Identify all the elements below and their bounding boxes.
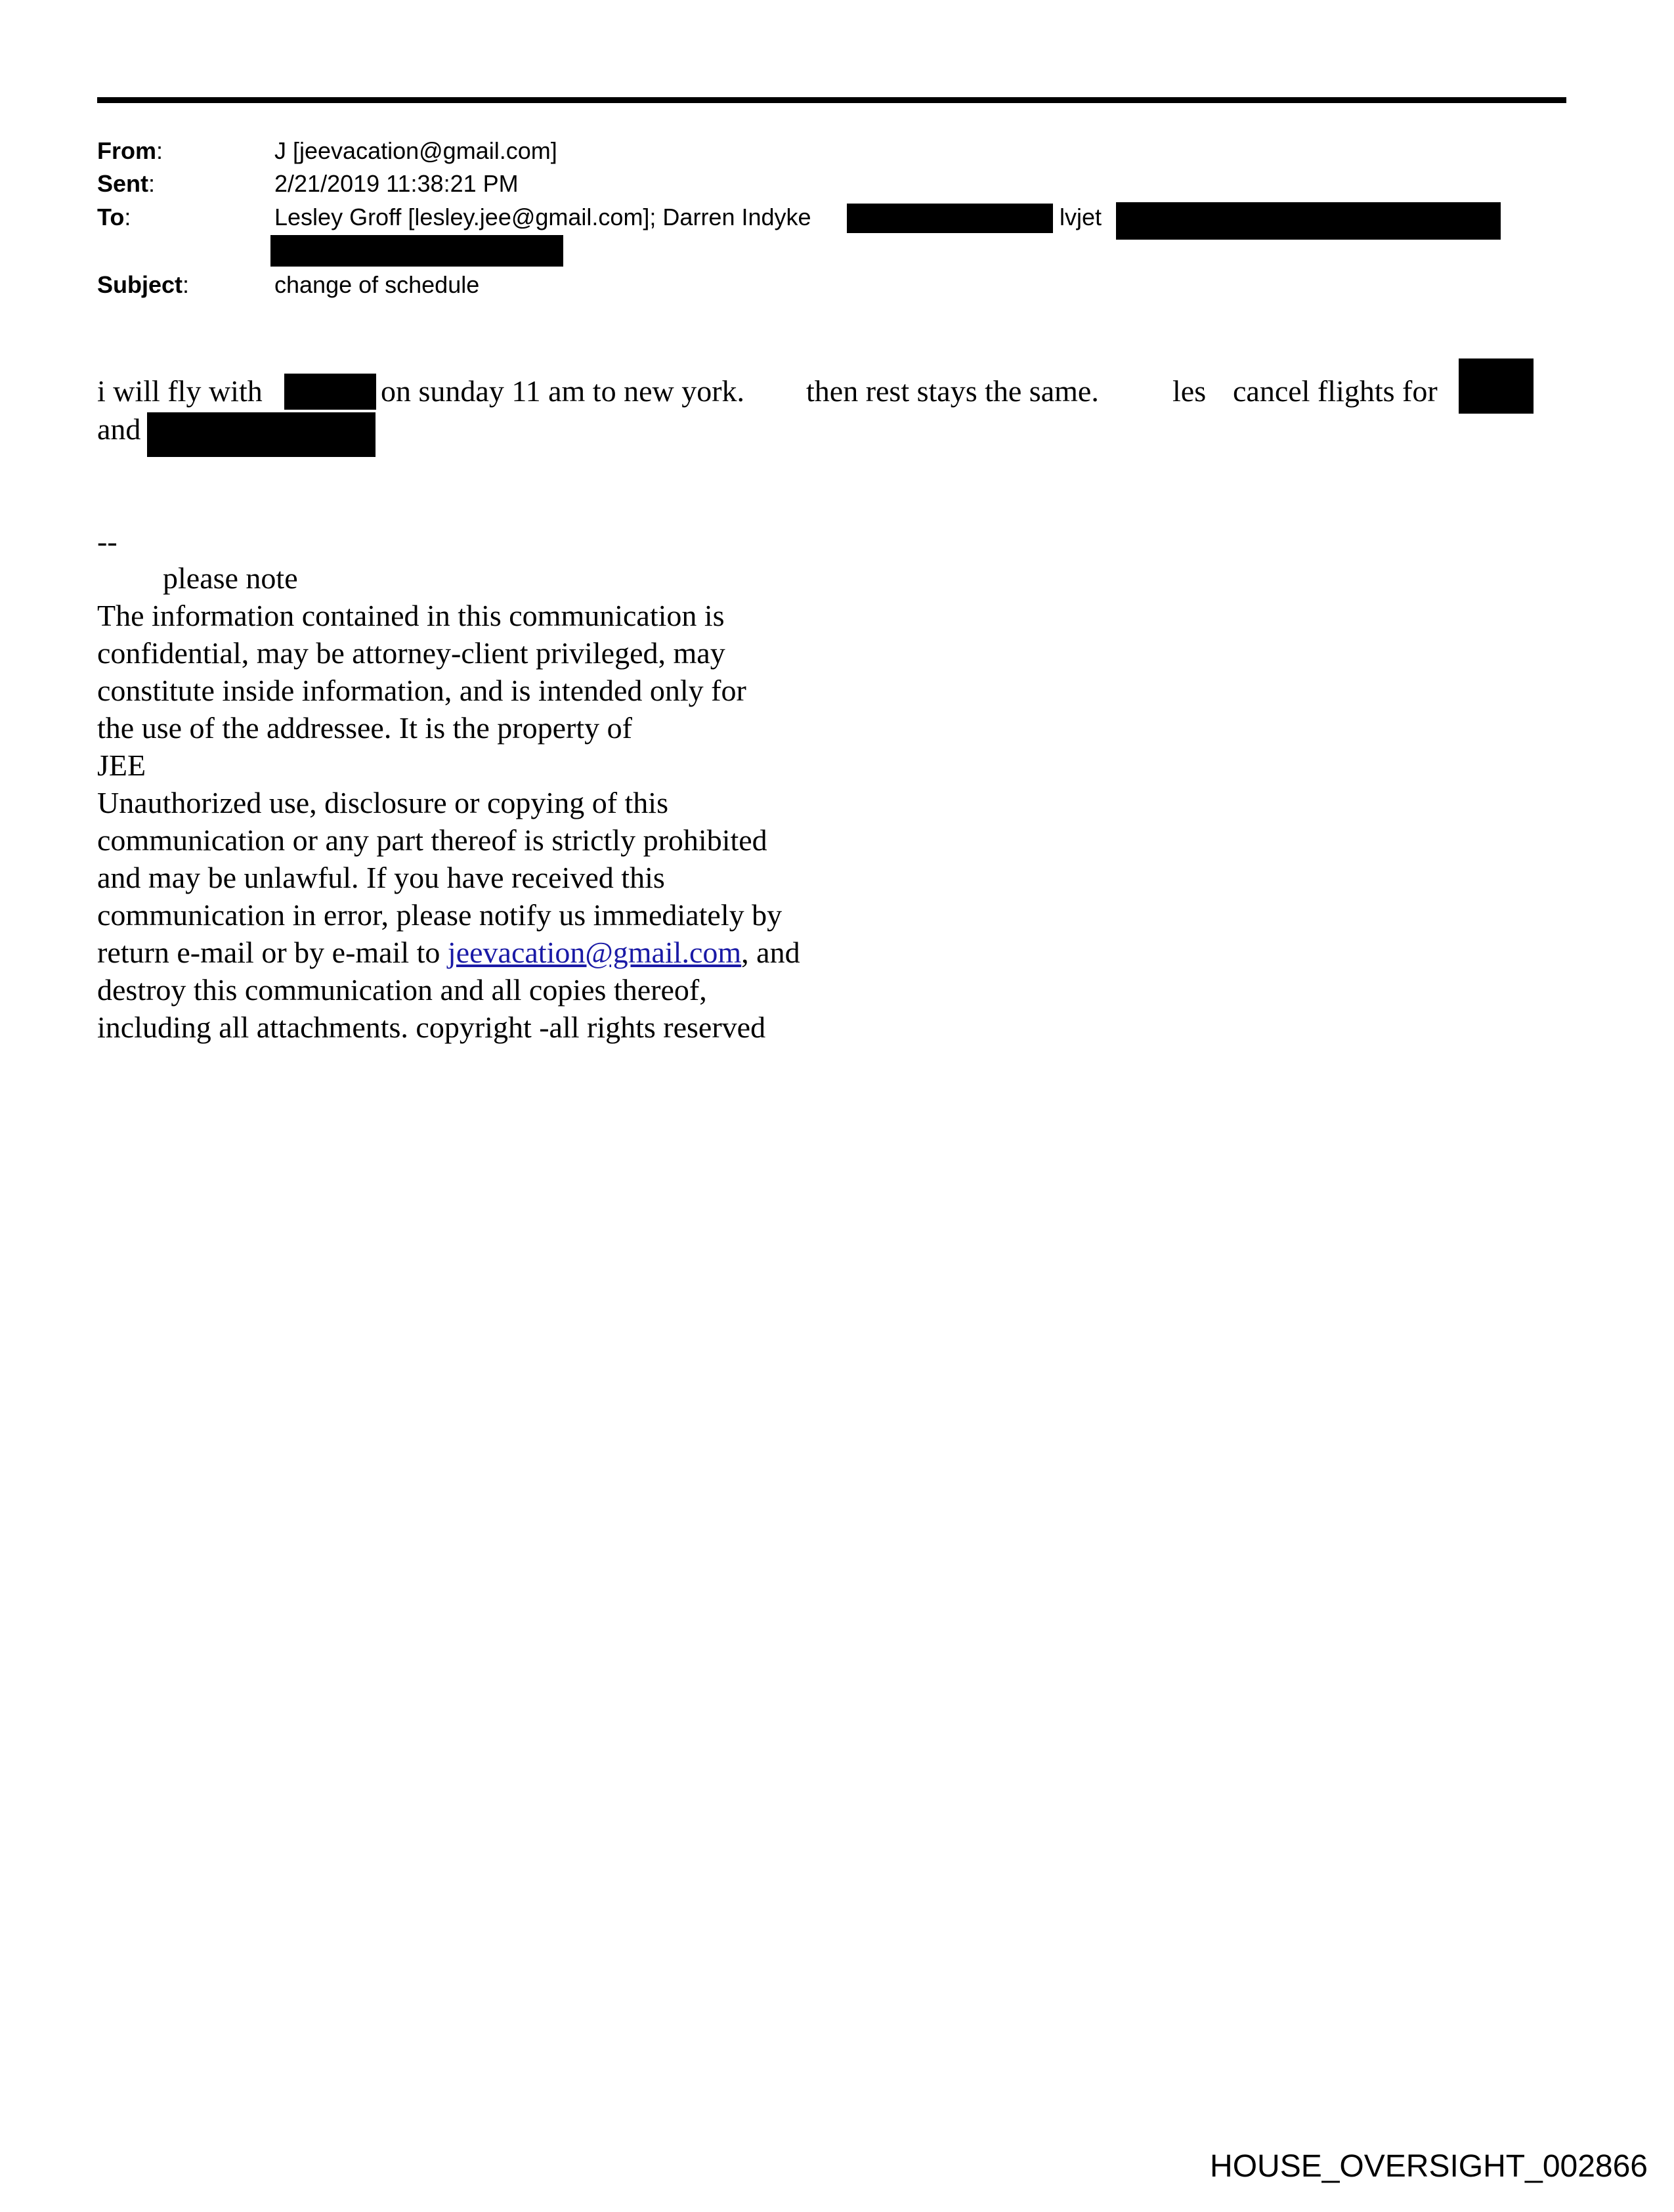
from-label	[97, 135, 163, 167]
redaction-box	[847, 204, 1053, 233]
disclaimer-line: confidential, may be attorney-client privileged, may	[97, 636, 725, 670]
body-text: on sunday 11 am to new york.	[381, 374, 745, 408]
header-rule	[97, 97, 1566, 103]
bates-number: HOUSE_OVERSIGHT_002866	[1210, 2149, 1648, 2184]
disclaimer-line: constitute inside information, and is intended only for	[97, 674, 746, 707]
sent-colon: :	[148, 170, 156, 197]
sent-label-text: Sent	[97, 170, 149, 197]
from-label-text: From	[97, 137, 156, 164]
disclaimer-line: including all attachments. copyright -all rights reserved	[97, 1010, 766, 1044]
subject-value: change of schedule	[274, 271, 480, 298]
disclaimer-line: Unauthorized use, disclosure or copying of this	[97, 786, 668, 819]
disclaimer-line: communication or any part thereof is strictly prohibited	[97, 823, 767, 857]
redaction-box	[147, 412, 376, 457]
redaction-box	[270, 235, 563, 267]
sent-value: 2/21/2019 11:38:21 PM	[274, 170, 519, 197]
disclaimer-line: destroy this communication and all copies thereof,	[97, 973, 707, 1007]
body-text: and	[97, 412, 141, 446]
to-label-text: To	[97, 204, 125, 230]
to-colon: :	[124, 204, 131, 230]
disclaimer-line: the use of the addressee. It is the property of	[97, 711, 632, 745]
disclaimer-line: and may be unlawful. If you have received this	[97, 861, 665, 894]
body-text: i will fly with	[97, 374, 263, 408]
disclaimer-line: communication in error, please notify us immediately by	[97, 898, 783, 932]
subject-label-text: Subject	[97, 271, 183, 298]
return-prefix: return e-mail or by e-mail to	[97, 936, 448, 969]
body-text: les	[1172, 374, 1207, 408]
to-value-part1: Lesley Groff [lesley.jee@gmail.com]; Darren Indyke	[274, 204, 811, 230]
email-link[interactable]: jeevacation@gmail.com	[447, 936, 742, 969]
from-colon: :	[156, 137, 163, 164]
from-value: J [jeevacation@gmail.com]	[274, 137, 557, 164]
return-suffix: , and	[741, 936, 800, 969]
please-note: please note	[163, 561, 298, 595]
body-text: cancel flights for	[1233, 374, 1438, 408]
subject-colon: :	[182, 271, 190, 298]
disclaimer-line: The information contained in this communication is	[97, 599, 725, 632]
signature-dashes: --	[97, 525, 118, 558]
redaction-box	[1459, 358, 1534, 414]
subject-label	[97, 269, 189, 301]
to-value-part2: lvjet	[1060, 204, 1102, 230]
redaction-box	[1116, 202, 1501, 240]
sent-label	[97, 167, 155, 200]
to-label	[97, 201, 131, 234]
disclaimer-line: JEE	[97, 748, 146, 782]
body-text: then rest stays the same.	[806, 374, 1099, 408]
redaction-box	[284, 374, 376, 410]
disclaimer-line	[97, 934, 800, 971]
